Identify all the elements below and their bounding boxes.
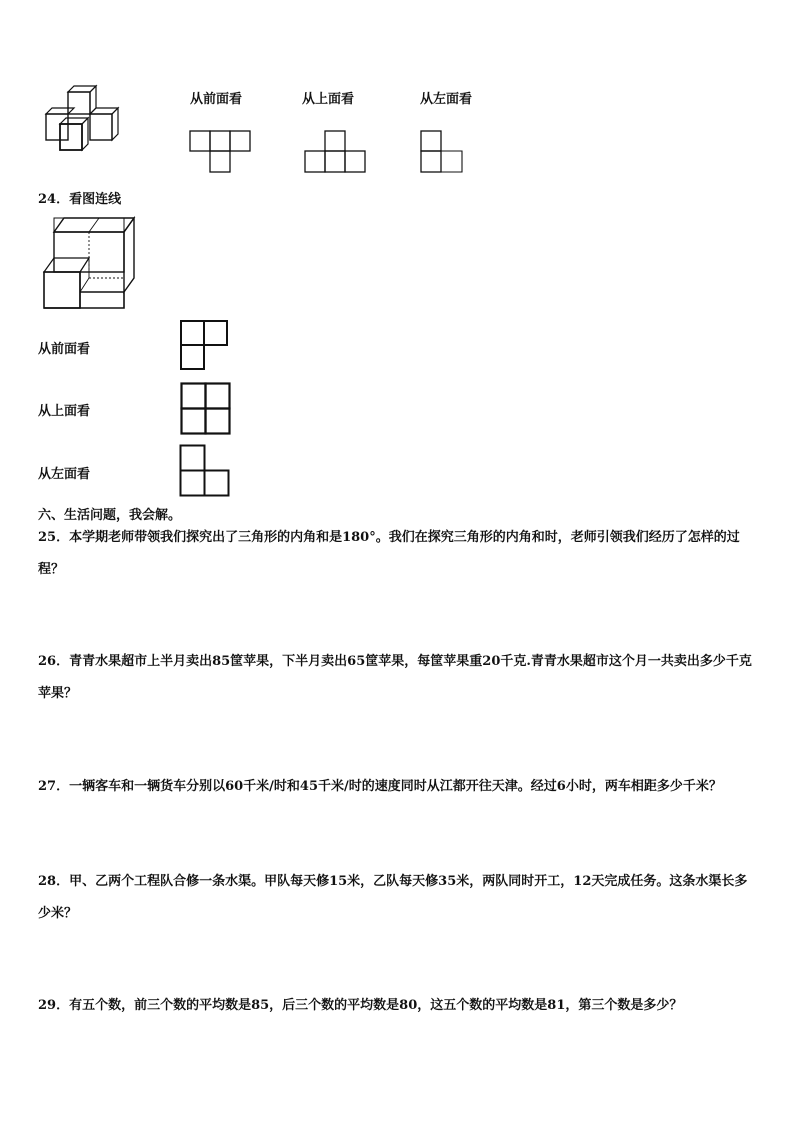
q24-left-view-label: 从左面看	[38, 467, 91, 482]
q23-top-view-label: 从上面看	[302, 92, 355, 107]
q23-front-view-label: 从前面看	[190, 92, 243, 107]
q24-option-shape-2[interactable]	[180, 382, 232, 436]
problem-28	[38, 866, 760, 930]
problem-29-text: 有五个数，前三个数的平均数是85，后三个数的平均数是80，这五个数的平均数是81，第三个数是多少？	[69, 998, 683, 1013]
problem-27-number: 27．	[38, 779, 70, 794]
q24-top-view-label: 从上面看	[38, 404, 91, 419]
problem-25-number: 25．	[38, 530, 70, 545]
problem-25	[38, 522, 760, 586]
q23-solid-figure	[40, 86, 130, 156]
q24-heading: 24．看图连线	[38, 192, 122, 207]
q23-front-view-shape	[189, 130, 251, 174]
q23-left-view-label: 从左面看	[420, 92, 473, 107]
q23-top-view-shape	[304, 130, 366, 174]
problem-27	[38, 771, 768, 803]
problem-28-number: 28．	[38, 874, 70, 889]
problem-29	[38, 990, 768, 1022]
q24-solid-figure	[40, 216, 134, 312]
q24-option-shape-3[interactable]	[179, 444, 231, 498]
problem-25-text: 本学期老师带领我们探究出了三角形的内角和是180°。我们在探究三角形的内角和时，老师引领我们经历了怎样的过程？	[38, 530, 740, 577]
section-6-heading: 六、生活问题，我会解。	[38, 508, 182, 523]
q23-left-view-shape	[420, 130, 464, 174]
problem-28-text: 甲、乙两个工程队合修一条水渠。甲队每天修15米，乙队每天修35米，两队同时开工，12天完成任务。这条水渠长多少米？	[38, 874, 748, 921]
problem-27-text: 一辆客车和一辆货车分别以60千米/时和45千米/时的速度同时从江都开往天津。经过6小时，两车相距多少千米？	[69, 779, 722, 794]
problem-29-number: 29．	[38, 998, 70, 1013]
q24-front-view-label: 从前面看	[38, 342, 91, 357]
problem-26	[38, 646, 760, 710]
problem-26-number: 26．	[38, 654, 70, 669]
q24-option-shape-1[interactable]	[180, 320, 230, 372]
problem-26-text: 青青水果超市上半月卖出85筐苹果，下半月卖出65筐苹果，每筐苹果重20千克.青青水果超市这个月一共卖出多少千克苹果？	[38, 654, 752, 701]
